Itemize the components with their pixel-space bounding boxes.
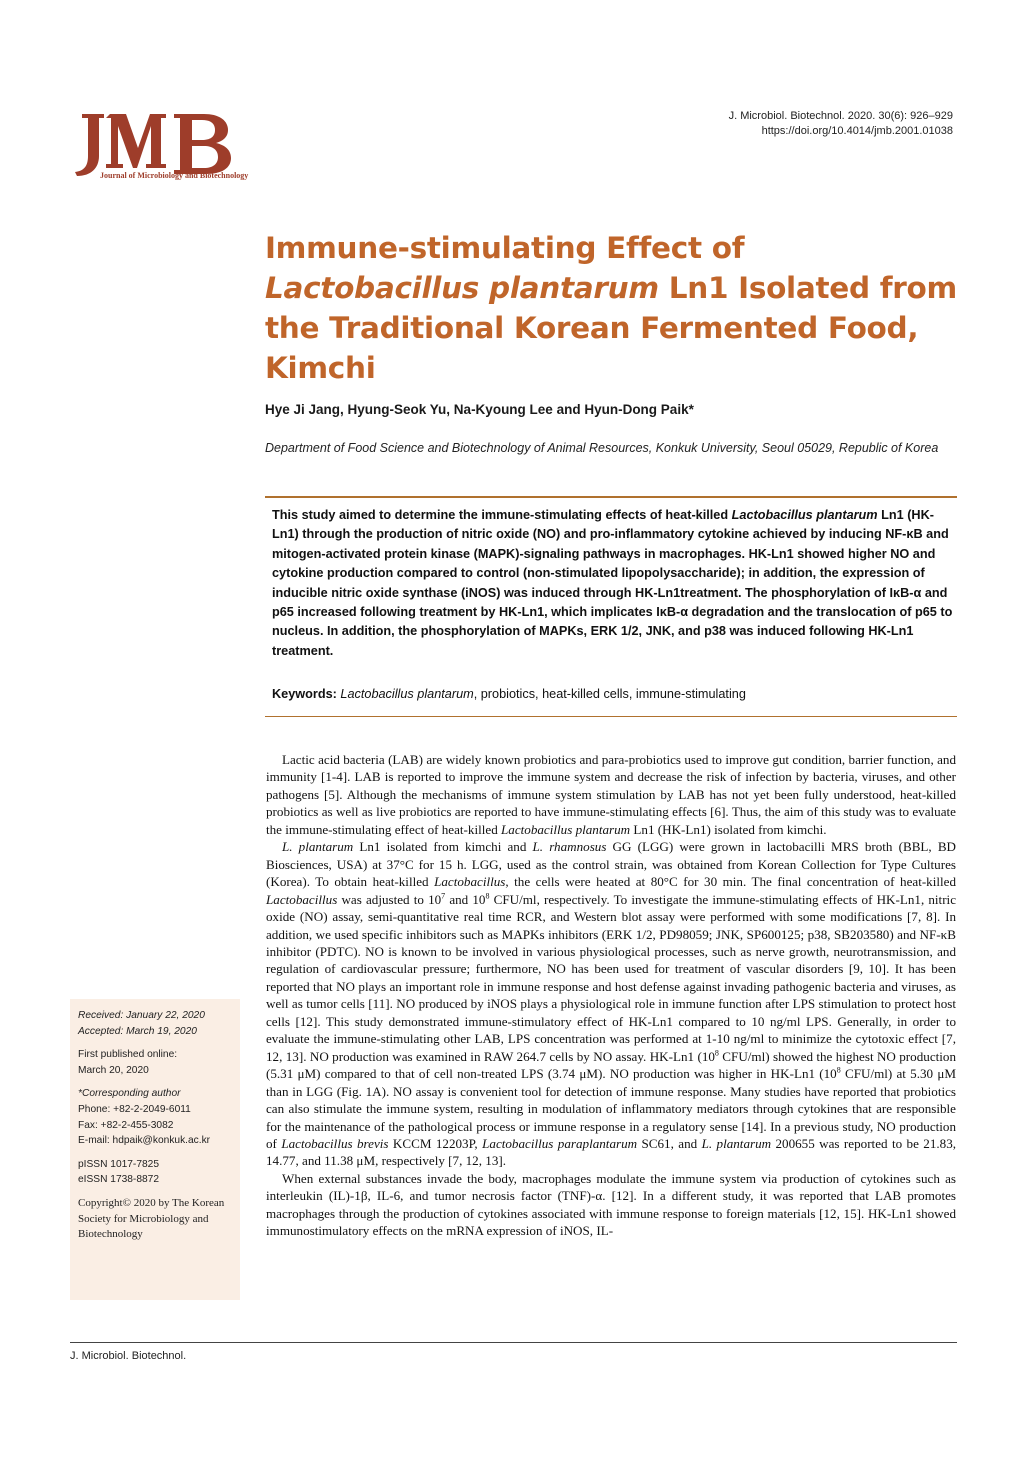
accepted-date: Accepted: March 19, 2020 bbox=[78, 1025, 197, 1037]
abstract-text: This study aimed to determine the immune-stimulating effects of heat-killed bbox=[272, 508, 732, 522]
journal-logo bbox=[70, 108, 280, 180]
keywords-label: Keywords: bbox=[272, 687, 337, 701]
email-link[interactable]: E-mail: hdpaik@konkuk.ac.kr bbox=[78, 1135, 211, 1147]
abstract-text-cont: Ln1 (HK-Ln1) through the production of nitric oxide (NO) and pro-inflammatory cytokine achieved by inducing NF-κB and mitogen-activated protein kinase (MAPK)-signaling pathways in macrophages. HK-Ln1 showed higher NO and cytokine production compared to control (non-stimulated lipopolysaccharide); in addition, the expression of inducible nitric oxide synthase (iNOS) was induced through HK-Ln1treatment. The phosphorylation of IκB-α and p65 increased following treatment by HK-Ln1, which implicates IκB-α degradation and the translocation of p65 to nucleus. In addition, the phosphorylation of MAPKs, ERK 1/2, JNK, and p38 was induced following HK-Ln1 treatment. bbox=[272, 508, 953, 658]
article-title bbox=[265, 228, 965, 388]
keywords bbox=[272, 687, 958, 701]
pissn: pISSN 1017-7825 bbox=[78, 1158, 159, 1170]
abstract-species: Lactobacillus plantarum bbox=[731, 508, 878, 522]
fax: Fax: +82-2-455-3082 bbox=[78, 1119, 174, 1131]
title-species: Lactobacillus plantarum bbox=[265, 271, 659, 305]
abstract-bottom-rule bbox=[265, 716, 957, 717]
eissn: eISSN 1738-8872 bbox=[78, 1174, 159, 1186]
keyword-species: Lactobacillus plantarum bbox=[340, 687, 474, 701]
article-body bbox=[266, 751, 956, 1240]
article-info-sidebar bbox=[70, 999, 240, 1300]
keywords-rest: , probiotics, heat-killed cells, immune-stimulating bbox=[473, 687, 746, 701]
phone: Phone: +82-2-2049-6011 bbox=[78, 1103, 191, 1115]
doi-link[interactable]: https://doi.org/10.4014/jmb.2001.01038 bbox=[761, 125, 953, 137]
copyright: Copyright© 2020 by The Korean Society for Microbiology and Biotechnology bbox=[78, 1196, 225, 1241]
citation-block bbox=[729, 109, 953, 139]
title-text-cont: Ln1 Isolated from the Traditional Korean Fermented Food, Kimchi bbox=[265, 271, 957, 385]
corresponding-label: *Corresponding author bbox=[78, 1088, 181, 1100]
body-paragraph: L. plantarum Ln1 isolated from kimchi and L. rhamnosus GG (LGG) were grown in lactobacilli MRS broth (BBL, BD Biosciences, USA) at 37°C for 15 h. LGG, used as the control strain, was obtained from Korean Collection for Type Cultures (Korea). To obtain heat-killed Lactobacillus, the cells were heated at 80°C for 30 min. The final concentration of heat-killed Lactobacillus was adjusted to $10^7$ and $10^8$ CFU/ml, respectively. To investigate the immune-stimulating effects of HK-Ln1, nitric oxide (NO) assay, semi-quantitative real time RCR, and Western blot assay were performed with some modifications [7, 8]. In addition, we used specific inhibitors such as MAPKs inhibitors (ERK 1/2, PD98059; JNK, SP600125; p38, SB203580) and NF-κB inhibitor (PDTC). NO is known to be involved in various physiological processes, such as nerve growth, neurotransmission, and regulation of cardiovascular pressure; furthermore, NO has been used for treatment of vascular disorders [9, 10]. It has been reported that NO plays an important role in immune response and host defense against invading pathogenic bacteria and viruses, as well as tumor cells [11]. NO produced by iNOS plays a physiological role in immune function after LPS stimulation to protect host cells [12]. This study demonstrated immune-stimulatory effect of HK-Ln1 compared to 10 ng/ml LPS. Generally, in order to evaluate the immune-stimulating other LAB, LPS concentration was performed at 1-10 ng/ml to minimize the cytotoxic effect [7, 12, 13]. NO production was examined in RAW 264.7 cells by NO assay. HK-Ln1 ($10^8$ CFU/ml) showed the highest NO production (5.31 μM) compared to that of cell non-treated LPS (3.74 μM). NO production was higher in HK-Ln1 ($10^8$ CFU/ml) at 5.30 μM than in LGG (Fig. 1A). NO assay is convenient tool for detection of immune response. Many studies have reported that probiotics can also stimulate the immune system, resulting in modulation of inflammatory mediators through cytokines that are responsible for the maintenance of the pathological process or immune response in a regulatory sense [14]. In a previous study, NO production of Lactobacillus brevis KCCM 12203P, Lactobacillus paraplantarum SC61, and L. plantarum 200655 was reported to be 21.83, 14.77, and 11.38 μM, respectively [7, 12, 13]. bbox=[266, 839, 957, 1169]
title-text: Immune-stimulating Effect of bbox=[265, 231, 745, 265]
affiliation: Department of Food Science and Biotechnology of Animal Resources, Konkuk University, Seoul 05029, Republic of Korea bbox=[265, 441, 939, 455]
journal-logo-subtitle: Journal of Microbiology and Biotechnology bbox=[100, 171, 249, 180]
footer-rule bbox=[70, 1342, 957, 1343]
citation-line: J. Microbiol. Biotechnol. 2020. 30(6): 926–929 bbox=[728, 110, 953, 122]
footer-journal: J. Microbiol. Biotechnol. bbox=[70, 1350, 187, 1362]
abstract-top-rule bbox=[265, 496, 957, 498]
published-date: March 20, 2020 bbox=[78, 1064, 149, 1076]
body-paragraph: When external substances invade the body, macrophages modulate the immune system via production of cytokines such as interleukin (IL)-1β, IL-6, and tumor necrosis factor (TNF)-α. [12]. In a different study, it was reported that LAB promotes macrophages through the production of cytokines associated with immune response to foreign materials [12, 15]. HK-Ln1 showed immunostimulatory effects on the mRNA expression of iNOS, IL- bbox=[266, 1170, 956, 1239]
received-date: Received: January 22, 2020 bbox=[78, 1010, 205, 1021]
abstract bbox=[272, 506, 958, 661]
author-list: Hye Ji Jang, Hyung-Seok Yu, Na-Kyoung Lee and Hyun-Dong Paik* bbox=[265, 402, 694, 417]
body-paragraph: Lactic acid bacteria (LAB) are widely known probiotics and para-probiotics used to improve gut condition, barrier function, and immunity [1-4]. LAB is reported to improve the immune system and decrease the risk of infection by bacteria, viruses, and other pathogens [5]. Although the mechanisms of immune system stimulation by LAB has not yet been fully understood, heat-killed probiotics as well as live probiotics are reported to have immune-stimulating effects [6]. Thus, the aim of this study was to evaluate the immune-stimulating effect of heat-killed Lactobacillus plantarum Ln1 (HK-Ln1) isolated from kimchi. bbox=[266, 752, 956, 837]
published-label: First published online: bbox=[78, 1049, 178, 1061]
